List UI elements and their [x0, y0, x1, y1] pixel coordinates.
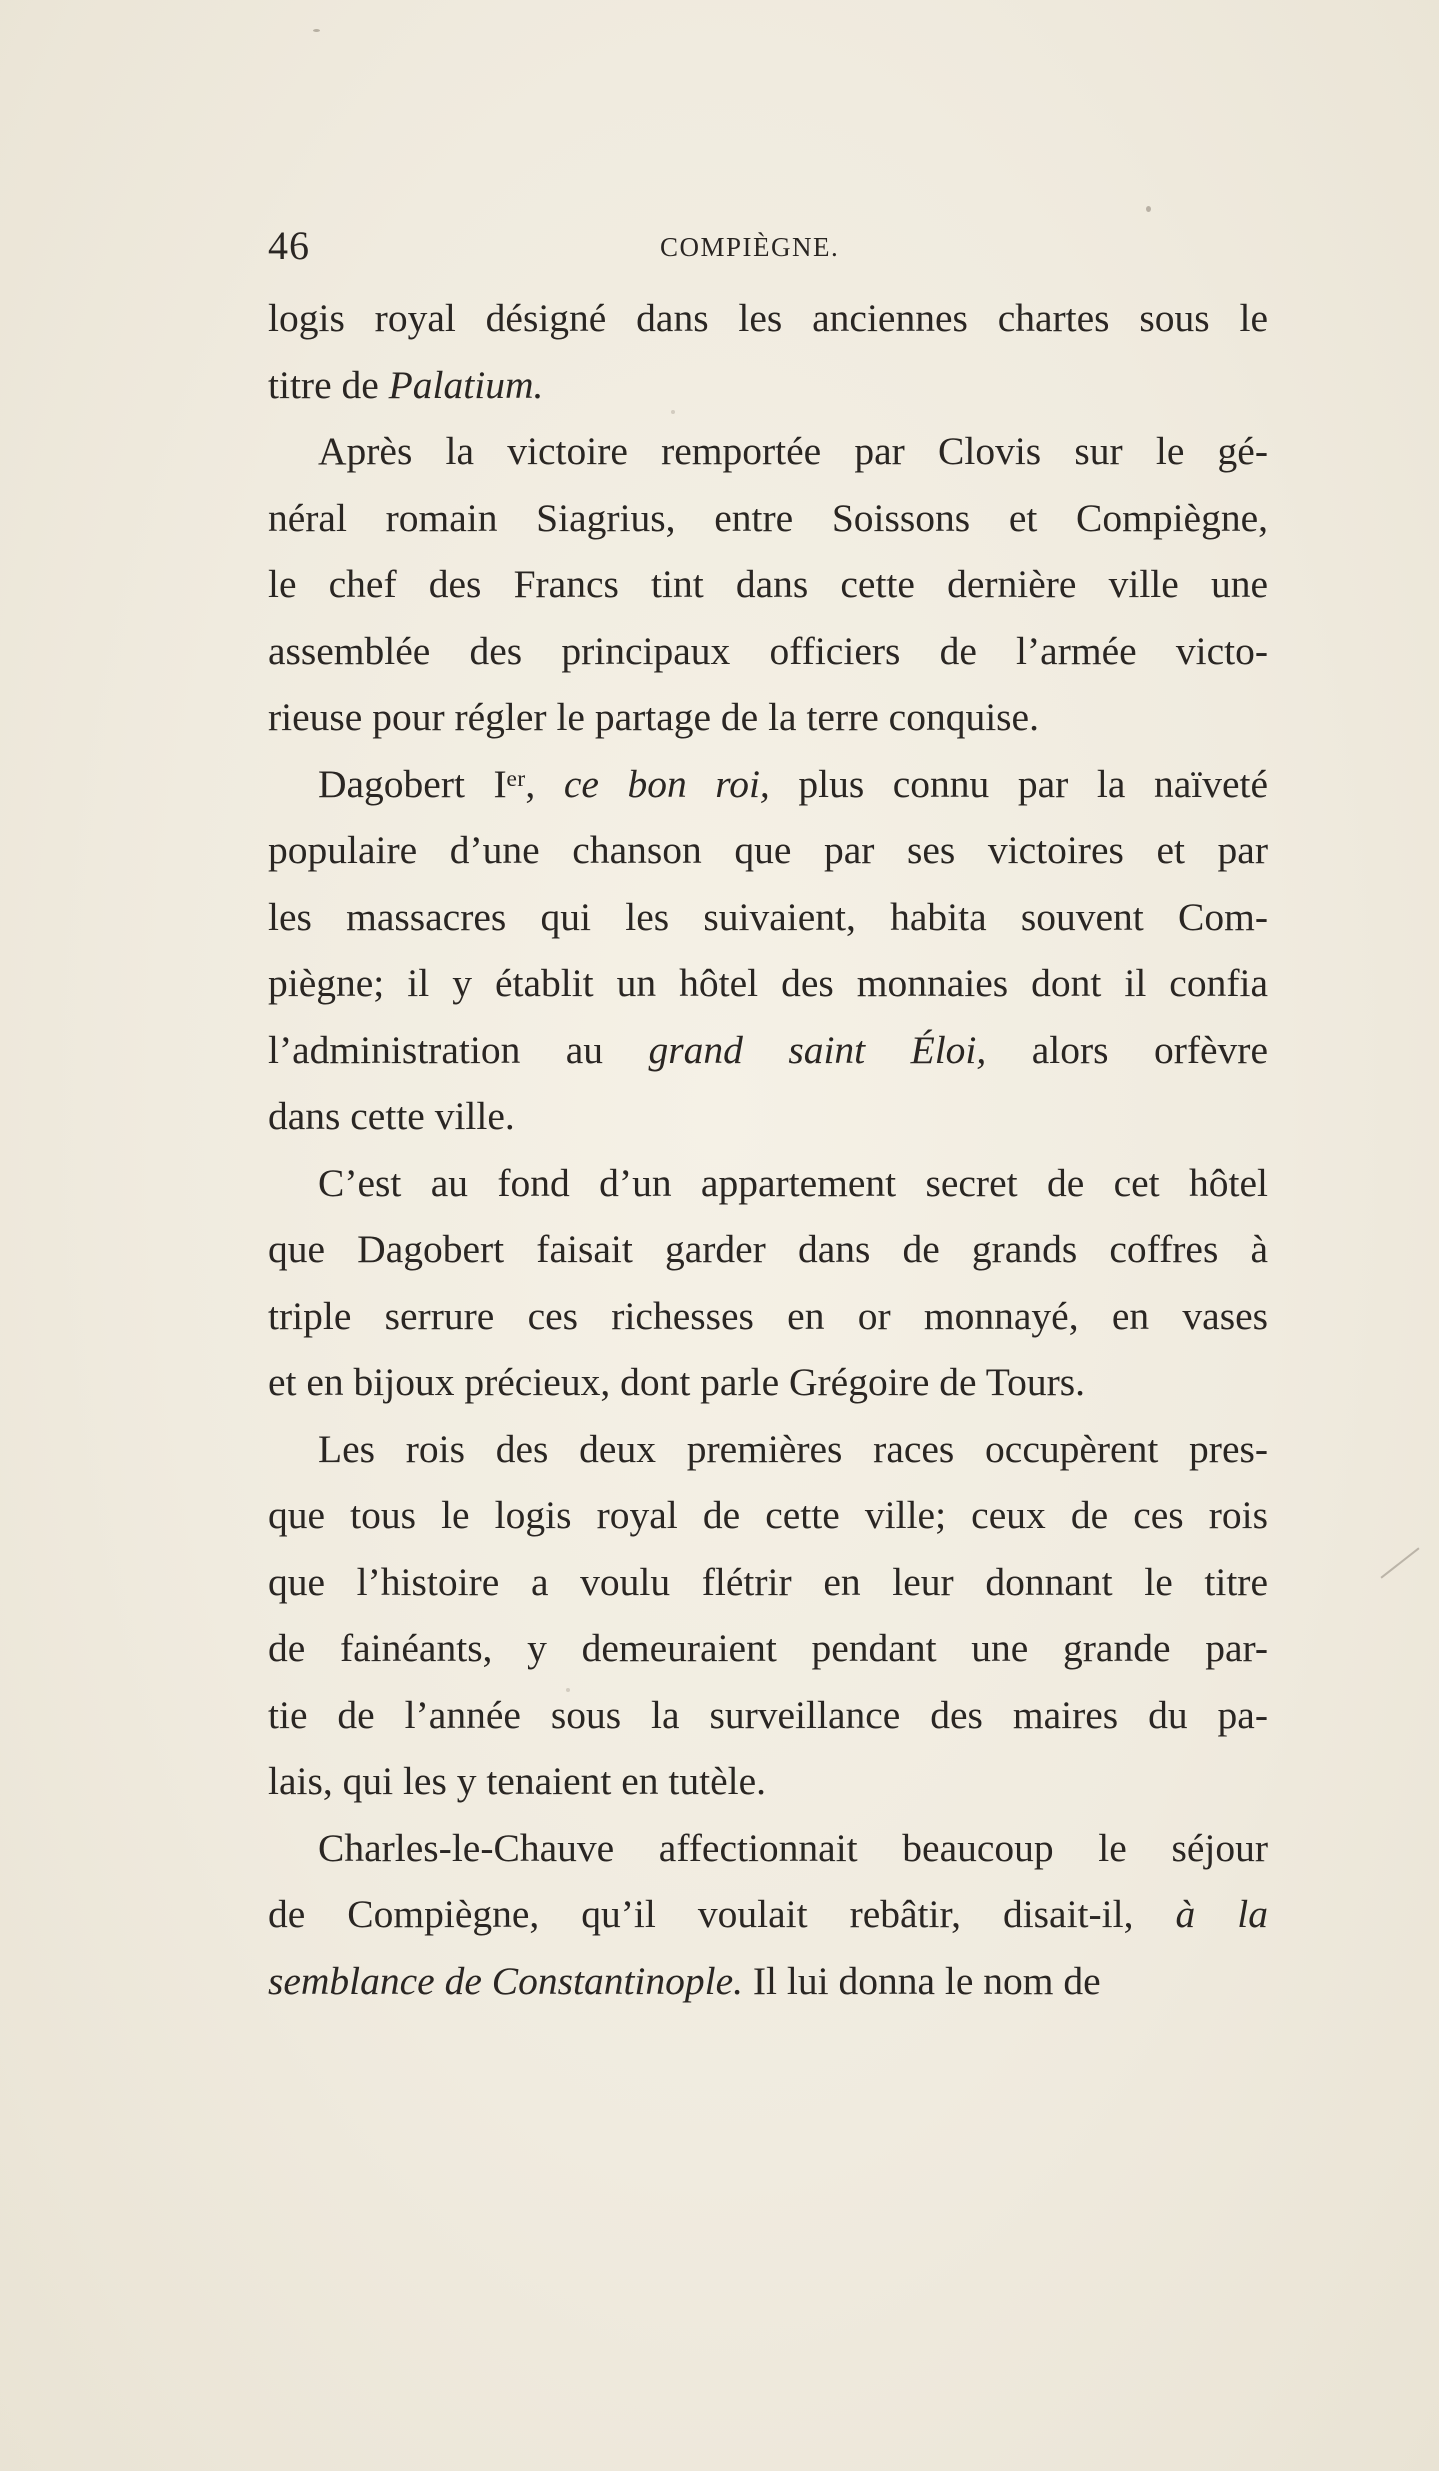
text-line: C’est au fond d’un appartement secret de cet hôtel — [318, 1160, 1268, 1205]
text-line: triple serrure ces richesses en or monnayé, en vases — [268, 1293, 1268, 1338]
text-line: dans cette ville. — [268, 1094, 515, 1138]
text-line: Les rois des deux premières races occupèrent pres- — [318, 1426, 1268, 1471]
text-line: logis royal désigné dans les anciennes chartes sous le — [268, 296, 1268, 340]
text-line: que l’histoire a voulu flétrir en leur donnant le titre — [268, 1559, 1268, 1604]
text-line: semblance de Constantinople. Il lui donna le nom de — [268, 1958, 1101, 2003]
text-line: l’administration au grand saint Éloi, alors orfèvre — [268, 1027, 1268, 1072]
text-line: lais, qui les y tenaient en tutèle. — [268, 1759, 766, 1803]
text-line: rieuse pour régler le partage de la terre conquise. — [268, 695, 1039, 739]
running-title: COMPIÈGNE. — [660, 232, 840, 262]
text-line: le chef des Francs tint dans cette dernière ville une — [268, 562, 1268, 606]
page-number: 46 — [268, 223, 310, 268]
text-line: assemblée des principaux officiers de l’armée victo- — [268, 628, 1268, 673]
pencil-mark — [1380, 1547, 1419, 1578]
text-line: de fainéants, y demeuraient pendant une grande par- — [268, 1626, 1268, 1670]
text-line: de Compiègne, qu’il voulait rebâtir, disait-il, à la — [268, 1892, 1268, 1936]
page-header — [268, 222, 1268, 272]
text-line: piègne; il y établit un hôtel des monnaies dont il confia — [268, 961, 1268, 1005]
text-line: les massacres qui les suivaient, habita souvent Com- — [268, 894, 1268, 939]
text-line: néral romain Siagrius, entre Soissons et Compiègne, — [268, 495, 1268, 540]
text-line: populaire d’une chanson que par ses victoires et par — [268, 828, 1268, 872]
text-line: titre de Palatium. — [268, 362, 544, 407]
ink-speck — [1146, 206, 1151, 212]
text-line: tie de l’année sous la surveillance des maires du pa- — [268, 1692, 1268, 1737]
text-line: que Dagobert faisait garder dans de grands coffres à — [268, 1227, 1268, 1271]
text-line: Charles-le-Chauve affectionnait beaucoup le séjour — [318, 1825, 1268, 1870]
ink-speck — [313, 29, 320, 32]
text-line: Après la victoire remportée par Clovis sur le gé- — [318, 429, 1268, 473]
text-line: que tous le logis royal de cette ville; ceux de ces rois — [268, 1493, 1268, 1537]
text-line: et en bijoux précieux, dont parle Grégoire de Tours. — [268, 1360, 1085, 1404]
text-line: Dagobert Iᵉʳ, ce bon roi, plus connu par la naïveté — [318, 761, 1268, 806]
body-text — [268, 285, 1268, 2014]
